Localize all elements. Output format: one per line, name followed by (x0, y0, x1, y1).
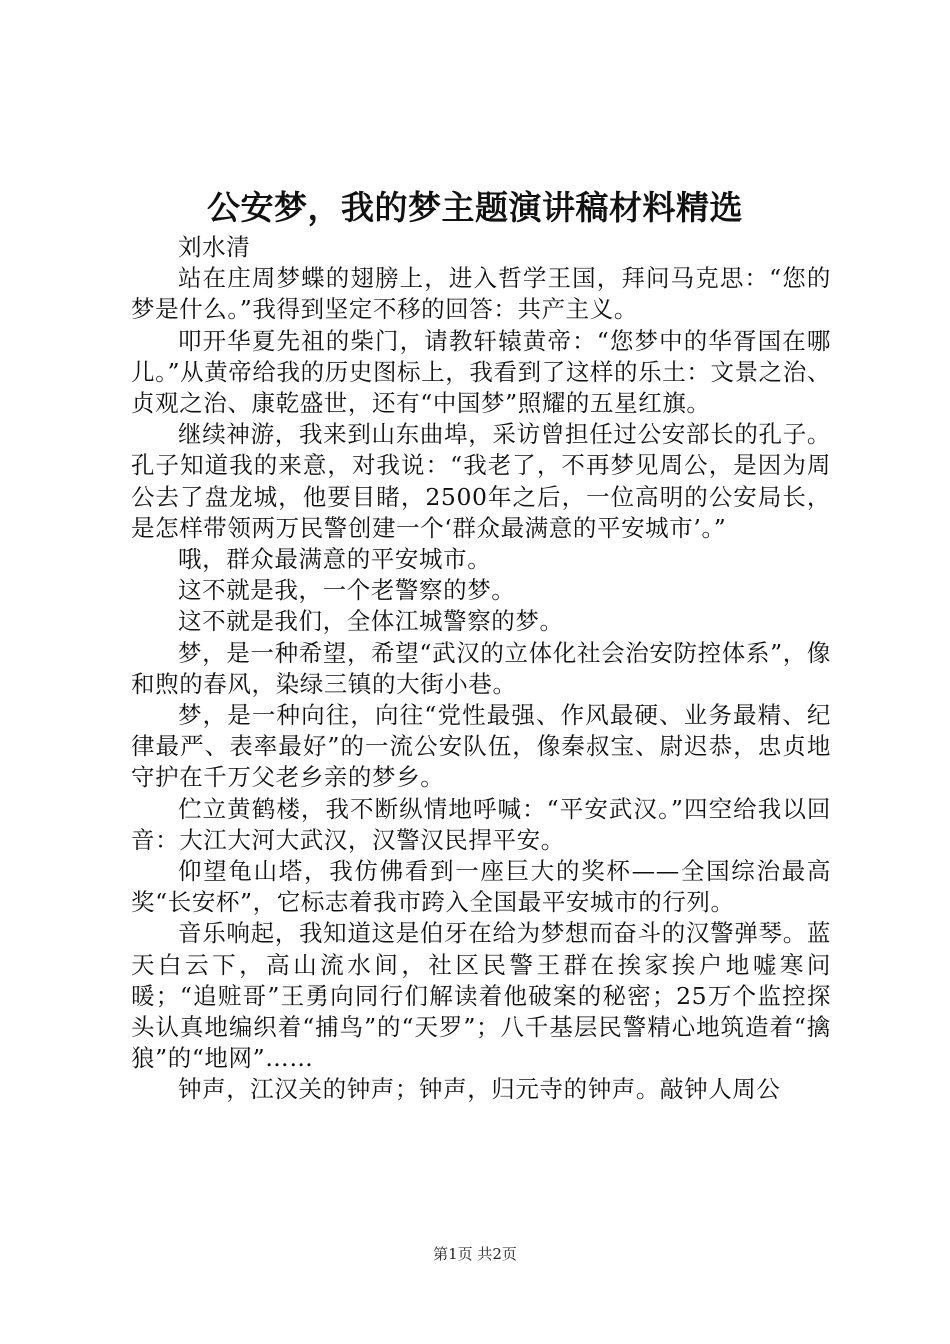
paragraph: 站在庄周梦蝶的翅膀上，进入哲学王国，拜问马克思：“您的梦是什么。”我得到坚定不移的回答：共产主义。 (131, 264, 831, 324)
paragraph: 音乐响起，我知道这是伯牙在给为梦想而奋斗的汉警弹琴。蓝天白云下，高山流水间，社区民警王群在挨家挨户地嘘寒问暖；“追赃哥”王勇向同行们解读着他破案的秘密；25万个监控探头认真地编织着“捕鸟”的“天罗”；八千基层民警精心地筑造着“擒狼”的“地网”…… (131, 919, 831, 1073)
paragraph: 梦，是一种希望，希望“武汉的立体化社会治安防控体系”，像和煦的春风，染绿三镇的大街小巷。 (131, 638, 831, 698)
paragraph: 钟声，江汉关的钟声；钟声，归元寺的钟声。敲钟人周公 (178, 1075, 781, 1104)
paragraph: 叩开华夏先祖的柴门，请教轩辕黄帝：“您梦中的华胥国在哪儿。”从黄帝给我的历史图标上，我看到了这样的乐土：文景之治、贞观之治、康乾盛世，还有“中国梦”照耀的五星红旗。 (131, 326, 831, 418)
paragraph: 伫立黄鹤楼，我不断纵情地呼喊：“平安武汉。”四空给我以回音：大江大河大武汉，汉警汉民捍平安。 (131, 794, 831, 854)
author-line: 刘水清 (178, 233, 251, 261)
paragraph: 这不就是我，一个老警察的梦。 (178, 576, 516, 605)
paragraph: 梦，是一种向往，向往“党性最强、作风最硬、业务最精、纪律最严、表率最好”的一流公安队伍，像秦叔宝、尉迟恭，忠贞地守护在千万父老乡亲的梦乡。 (131, 701, 831, 792)
paragraph: 这不就是我们，全体江城警察的梦。 (178, 607, 564, 636)
paragraph: 仰望龟山塔，我仿佛看到一座巨大的奖杯——全国综治最高奖“长安杯”，它标志着我市跨入全国最平安城市的行列。 (131, 857, 831, 917)
document-title: 公安梦，我的梦主题演讲稿材料精选 (207, 188, 743, 227)
page-number: 第1页 共2页 (433, 1245, 517, 1263)
paragraph: 继续神游，我来到山东曲埠，采访曾担任过公安部长的孔子。孔子知道我的来意，对我说：“我老了，不再梦见周公，是因为周公去了盘龙城，他要目睹，2500年之后，一位高明的公安局长，是怎样带领两万民警创建一个‘群众最满意的平安城市’。” (131, 420, 831, 542)
document-body (131, 232, 831, 1106)
paragraph: 哦，群众最满意的平安城市。 (178, 545, 492, 574)
